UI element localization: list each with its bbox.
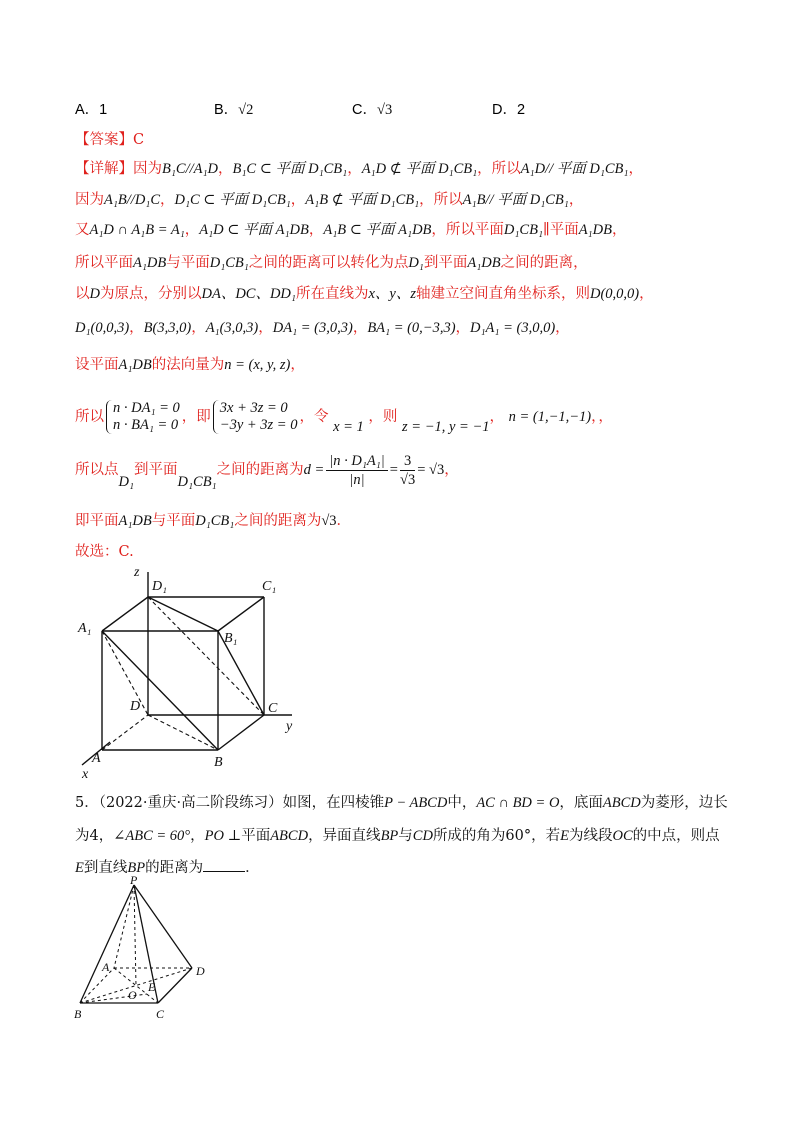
answer-blank [203,857,245,872]
text: ， [347,161,362,177]
detail-line-6 [75,318,570,338]
math: PO ⊥ [204,828,242,844]
math: D₁C ⊂ 平面 D₁CB₁ [174,192,291,208]
text: ， [628,161,643,177]
text: ， [444,462,459,478]
edge-b-c [218,715,264,750]
label-c: C [156,1007,165,1021]
option-a: A．1 [75,102,108,118]
math: A₁D ∩ A₁B = A₁ [89,222,185,238]
label-a: A [92,751,101,766]
text: 与 [398,828,413,844]
text: 之间的距离， [500,255,588,271]
text: ， [352,320,368,336]
label-y: y [286,719,293,734]
math: ∠ABC = 60° [113,828,191,844]
text: ，， [591,409,613,425]
math: D₁ [408,255,424,271]
label-e: E [148,980,156,994]
text: 到直线 [83,860,128,876]
math: A₁DB [118,513,152,529]
math: A₁B// 平面 D₁CB₁ [462,192,569,208]
edge-c-d [158,968,192,1003]
math: E [75,860,84,876]
text: 为菱形，边长 [640,795,728,811]
text: ， [129,320,144,336]
label-d1: D₁ [152,579,167,594]
equation-system-1 [106,400,180,434]
edge-a1-d1 [102,597,148,631]
answer-value: C [133,132,145,148]
text: ，所以平面 [431,222,504,238]
math: B₁C//A₁D [162,161,218,177]
detail-conclusion: 故选：C. [75,544,134,560]
detail-line-5 [75,284,654,304]
label-d: D [196,964,205,978]
text: 之间的距离可以转化为点 [248,255,409,271]
math: BA₁ = (0,−3,3) [367,320,456,336]
text: 设平面 [75,357,119,373]
text: 即平面 [75,513,119,529]
hidden-segment-a1-d [102,631,148,715]
text: 的中点，则点 [632,828,720,844]
text: ∥平面 [543,222,579,238]
math: = √3 [417,462,445,478]
text: ， [184,222,200,238]
text: ， [290,357,305,373]
q5-line-2 [75,826,720,846]
math: A₁B//D₁C [104,192,160,208]
math: z = −1, y = −1 [402,419,490,435]
text: 所以点 [75,462,119,478]
text: ， [191,320,206,336]
math: A₁B ⊄ 平面 D₁CB₁ [305,192,420,208]
fraction-numerator: 3 [400,452,415,471]
math: A₁DB [118,357,152,373]
math: CD [412,828,433,844]
text: 因为 [75,192,104,208]
text: 所以 [75,409,104,425]
fraction-numerator: |n · D₁A₁| [326,452,388,471]
math: B₁C ⊂ 平面 D₁CB₁ [232,161,348,177]
text: ，所以 [477,161,521,177]
distance-fraction [326,452,388,489]
math: DA₁ = (3,0,3) [272,320,353,336]
text: 所在直线为 [295,286,369,302]
text: ， [639,286,654,302]
text: 的法向量为 [151,357,225,373]
detail-line-8 [75,397,613,437]
math: n = (1,−1,−1) [508,409,592,425]
text: ， [489,409,504,425]
hidden-segment-b-e [80,994,147,1003]
eq-2a: 3x + 3z = 0 [219,400,288,416]
text: ，异面直线 [308,828,381,844]
hidden-segment-d1-c [148,597,264,715]
cube-figure [70,560,310,780]
detail-line-1 [75,159,643,179]
math: D₁CB₁ [195,513,235,529]
label-b: B [74,1007,82,1021]
text: 之间的距离为 [234,513,322,529]
math: E [560,828,569,844]
math: BP [127,860,146,876]
text: ， [258,320,273,336]
text: 又 [75,222,90,238]
option-c-label: C． [352,102,377,118]
detail-line-9 [75,448,459,492]
eq-1b: n · BA₁ = 0 [113,417,179,433]
math: n = (x, y, z) [224,357,291,373]
detail-line-7 [75,355,305,375]
edge-b1-c1 [218,597,264,631]
text: 平面 [241,828,271,844]
label-x: x [82,767,89,780]
math: OC [612,828,633,844]
text: ， [190,828,205,844]
edge-p-b [80,885,134,1003]
label-d: D [130,699,141,714]
text: ， [611,222,627,238]
text: 中， [447,795,477,811]
math: D₁CB₁ [209,255,249,271]
hidden-segment-d-b [148,715,218,750]
text: 的距离为 [145,860,204,876]
fraction-denominator: √3 [399,471,416,488]
equation-system-2 [213,400,298,434]
math: √3 [321,513,337,529]
text: 之间的距离为 [216,462,304,478]
math: D₁(0,0,3) [75,320,130,336]
math: B(3,3,0) [143,320,192,336]
segment-d1-b1 [148,597,218,631]
text: ， [555,320,570,336]
eq-1a: n · DA₁ = 0 [113,400,180,416]
detail-line-4 [75,253,588,273]
text: 与平面 [151,513,196,529]
text: 因为 [133,161,162,177]
text: 为原点，分别以 [99,286,202,302]
answer-line [75,130,144,150]
option-b-value: √2 [238,102,254,118]
text: 轴建立空间直角坐标系，则 [415,286,590,302]
text: 为线段 [569,828,613,844]
text: ，即 [181,409,211,425]
text: ． [336,513,352,529]
math: = [389,462,398,478]
text: 到平面 [134,462,178,478]
math: D(0,0,0) [589,286,640,302]
option-c-value: √3 [376,102,393,118]
eq-2b: −3y + 3z = 0 [219,417,298,433]
text: 5．（2022·重庆·高二阶段练习）如图，在四棱锥 [75,795,385,811]
text: ． [245,860,260,876]
math: ABCD [602,795,641,811]
detail-label: 【详解】 [75,161,133,177]
math: A₁B ⊂ 平面 A₁DB [323,222,432,238]
fraction-denominator: |n| [349,471,365,488]
math: D₁CB₁ [177,474,217,490]
label-a: A [102,960,110,974]
text: 所成的角为60°，若 [432,828,561,844]
option-b-label: B． [214,102,239,118]
label-z: z [134,565,140,580]
math: A₁DB [133,255,167,271]
text: 到平面 [423,255,468,271]
detail-line-3 [75,220,626,240]
text: ，底面 [559,795,603,811]
label-c1: C₁ [262,579,277,594]
hidden-segment-p-o [134,885,136,986]
math: D₁ [118,474,135,490]
text: 与平面 [166,255,210,271]
math: BP [380,828,399,844]
label-p: P [130,875,138,887]
option-d: D．2 [492,102,526,118]
label-b: B [214,755,223,770]
math: x = 1 [333,419,364,435]
math: x、y、z [368,286,416,302]
detail-line-2 [75,190,583,210]
text: 以 [75,286,90,302]
option-c [352,98,392,119]
math: AC ∩ BD = O [476,795,560,811]
math: d = [303,462,325,478]
text: ， [568,192,584,208]
hidden-edge-a-d [102,715,148,750]
answer-label: 【答案】 [75,132,133,148]
text: 为4， [75,828,114,844]
q5-line-1 [75,793,728,813]
math: P − ABCD [384,795,448,811]
text: ，所以 [419,192,463,208]
math: A₁DB [578,222,612,238]
math: DA、DC、DD₁ [201,286,296,302]
text: ， [218,161,233,177]
text: ，令 [299,409,329,425]
label-a1: A₁ [78,621,92,636]
text: ，则 [368,409,398,425]
math: A₁(3,0,3) [205,320,259,336]
math: A₁D ⊄ 平面 D₁CB₁ [361,161,478,177]
math: A₁DB [467,255,501,271]
math: A₁D ⊂ 平面 A₁DB [199,222,309,238]
detail-line-10 [75,511,351,531]
hidden-edge-p-a [114,885,134,968]
text: ， [290,192,306,208]
pyramid-figure [70,875,220,1025]
text: 所以平面 [75,255,133,271]
math: ABCD [270,828,309,844]
value-fraction [400,452,415,489]
text: ， [160,192,175,208]
label-o: O [128,988,137,1002]
label-b1: B₁ [224,631,238,646]
math: D₁A₁ = (3,0,0) [470,320,556,336]
segment-a1-b [102,631,218,750]
option-b [214,98,253,119]
math: D [89,286,100,302]
label-c: C [268,701,278,716]
math: D₁CB₁ [503,222,543,238]
math: A₁D// 平面 D₁CB₁ [520,161,629,177]
text: ， [455,320,471,336]
text: ， [308,222,324,238]
